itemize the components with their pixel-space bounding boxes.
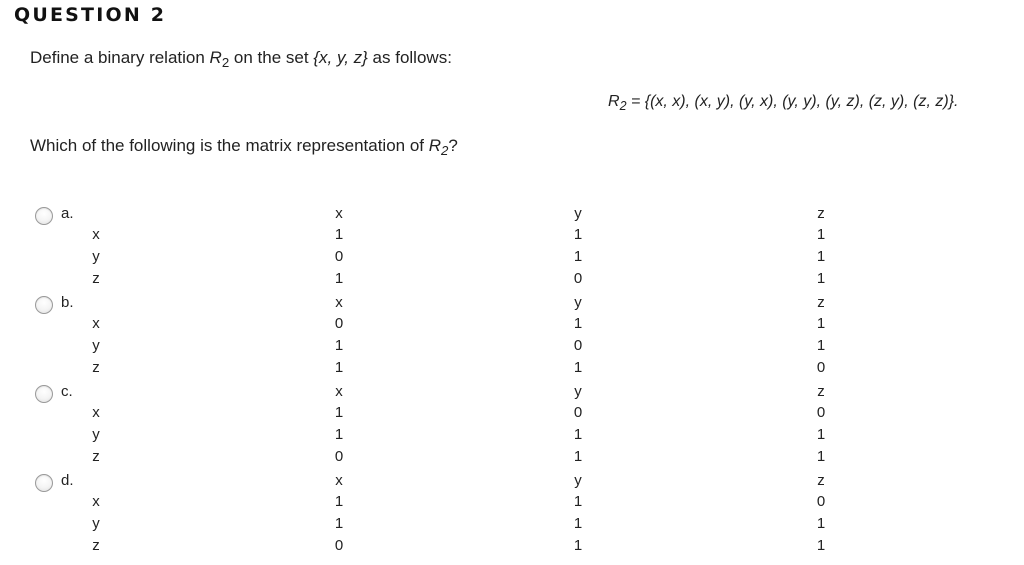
answer-option-b[interactable] [0, 294, 1024, 384]
question-text-end: ? [448, 136, 458, 155]
matrix-row-header: z [92, 270, 100, 287]
answer-option-letter: b. [61, 294, 74, 311]
matrix-cell: 1 [816, 315, 826, 332]
answer-option-radio[interactable] [35, 296, 53, 314]
matrix-cell: 1 [334, 426, 344, 443]
matrix-row-header: y [92, 426, 100, 443]
matrix-row-header: y [92, 248, 100, 265]
matrix-row-header: x [92, 493, 100, 510]
set-text: {x, y, z} [313, 48, 368, 67]
matrix-row-header: z [92, 537, 100, 554]
matrix-cell: 0 [573, 270, 583, 287]
relation-subscript: 2 [619, 98, 627, 113]
answer-option-letter: a. [61, 205, 74, 222]
matrix-row-header: z [92, 359, 100, 376]
answer-option-radio[interactable] [35, 207, 53, 225]
matrix-cell: 0 [816, 359, 826, 376]
matrix-cell: 1 [334, 270, 344, 287]
relation-subscript: 2 [221, 54, 230, 70]
relation-name: R [209, 48, 222, 67]
prompt-text-middle: on the set [229, 48, 314, 67]
matrix-column-header: x [335, 294, 343, 311]
matrix-cell: 0 [573, 404, 583, 421]
matrix-cell: 1 [334, 337, 344, 354]
matrix-row-header: y [92, 515, 100, 532]
matrix-cell: 1 [816, 537, 826, 554]
matrix-column-header: z [817, 294, 825, 311]
matrix-cell: 1 [573, 226, 583, 243]
matrix-cell: 1 [816, 448, 826, 465]
matrix-column-header: z [817, 472, 825, 489]
matrix-row-header: x [92, 404, 100, 421]
matrix-cell: 0 [334, 448, 344, 465]
matrix-cell: 1 [573, 515, 583, 532]
matrix-cell: 1 [334, 359, 344, 376]
matrix-cell: 1 [573, 315, 583, 332]
matrix-cell: 1 [816, 226, 826, 243]
matrix-column-header: y [574, 383, 582, 400]
matrix-cell: 0 [334, 315, 344, 332]
answer-option-a[interactable] [0, 205, 1024, 295]
question-title: QUESTION 2 [14, 4, 167, 26]
answer-option-letter: d. [61, 472, 74, 489]
matrix-column-header: z [817, 205, 825, 222]
matrix-cell: 1 [334, 404, 344, 421]
matrix-cell: 0 [334, 537, 344, 554]
matrix-cell: 1 [334, 515, 344, 532]
question-prompt [30, 48, 452, 68]
matrix-cell: 1 [816, 337, 826, 354]
relation-pairs: = {(x, x), (x, y), (y, x), (y, y), (y, z), (z, y), (z, z)}. [626, 93, 959, 110]
matrix-column-header: y [574, 205, 582, 222]
question-text-start: Which of the following is the matrix representation of [30, 136, 429, 155]
matrix-cell: 1 [573, 248, 583, 265]
matrix-column-header: x [335, 472, 343, 489]
matrix-cell: 1 [573, 493, 583, 510]
relation-name: R [428, 136, 442, 155]
answer-option-c[interactable] [0, 383, 1024, 473]
prompt-text-start: Define a binary relation [30, 48, 210, 67]
matrix-cell: 1 [573, 359, 583, 376]
matrix-cell: 1 [816, 248, 826, 265]
matrix-cell: 0 [334, 248, 344, 265]
matrix-row-header: x [92, 315, 100, 332]
matrix-cell: 1 [816, 515, 826, 532]
matrix-cell: 1 [573, 537, 583, 554]
answer-option-letter: c. [61, 383, 73, 400]
matrix-cell: 0 [816, 404, 826, 421]
matrix-cell: 1 [573, 426, 583, 443]
relation-subscript: 2 [441, 142, 449, 158]
matrix-cell: 1 [334, 493, 344, 510]
matrix-cell: 0 [573, 337, 583, 354]
matrix-cell: 1 [816, 426, 826, 443]
matrix-row-header: y [92, 337, 100, 354]
matrix-cell: 0 [816, 493, 826, 510]
matrix-column-header: y [574, 472, 582, 489]
matrix-column-header: x [335, 205, 343, 222]
answer-option-radio[interactable] [35, 385, 53, 403]
relation-definition [608, 93, 958, 111]
question-text [30, 136, 458, 156]
answer-option-radio[interactable] [35, 474, 53, 492]
matrix-column-header: x [335, 383, 343, 400]
matrix-cell: 1 [573, 448, 583, 465]
matrix-cell: 1 [816, 270, 826, 287]
prompt-text-end: as follows: [367, 48, 452, 67]
matrix-column-header: z [817, 383, 825, 400]
matrix-row-header: x [92, 226, 100, 243]
relation-name: R [608, 93, 620, 110]
matrix-cell: 1 [334, 226, 344, 243]
matrix-column-header: y [574, 294, 582, 311]
answer-option-d[interactable] [0, 472, 1024, 562]
matrix-row-header: z [92, 448, 100, 465]
